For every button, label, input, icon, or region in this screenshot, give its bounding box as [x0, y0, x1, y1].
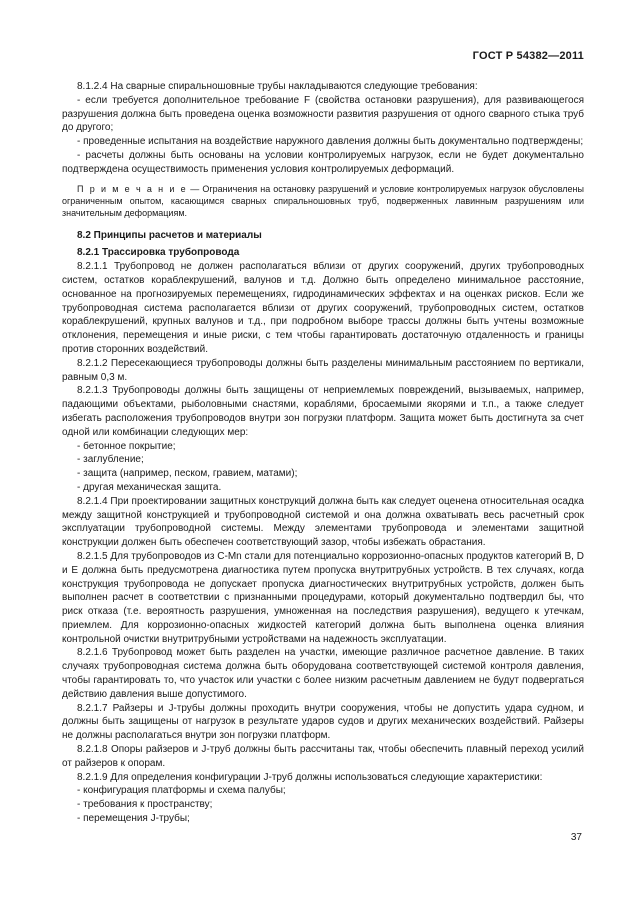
list-item: - конфигурация платформы и схема палубы; — [77, 785, 286, 797]
note-text: — Ограничения на остановку разрушений и условие контролируемых нагрузок обусловлены ограниченным опытом, касающимся сварных спиральношовных труб, подверженных лавинным разрушениям или значительным деформациям. — [62, 183, 584, 218]
paragraph-8-2-1-2: 8.2.1.2 Пересекающиеся трубопроводы должны быть разделены минимальным расстоянием по вертикали, равным 0,3 м. — [62, 357, 584, 383]
paragraph-8-2-1-4: 8.2.1.4 При проектировании защитных конструкций должна быть как следует оценена относительная осадка между защитной конструкцией и трубопроводной системой и она должна охватывать весь расчетный срок эксплуатации трубопроводной системы. Между элементами трубопровода и элементами защитной конструкции должен быть обеспечен соответствующий зазор, чтобы избежать обрастания. — [62, 495, 584, 549]
list-item: - если требуется дополнительное требование F (свойства остановки разрушения), для развивающегося разрушения должна быть проведена оценка возможности развития разрушения от одного сварного стыка труб до другого; — [62, 94, 584, 134]
paragraph-8-1-2-4: 8.1.2.4 На сварные спиральношовные трубы накладываются следующие требования: — [77, 81, 478, 92]
list-item: - расчеты должны быть основаны на условии контролируемых нагрузок, если не будет документально подтверждена осуществимость применения условия контролируемых деформаций. — [62, 149, 584, 175]
page-body — [62, 80, 584, 826]
paragraph-8-2-1-1: 8.2.1.1 Трубопровод не должен располагаться вблизи от других сооружений, других трубопроводных систем, остатков кораблекрушений, валунов и т.д. Должно быть определено минимальное расстояние, основанное на прогнозируемых перемещениях, гидродинамических эффектах и на оценках рисков. Если же трубопроводная система располагается вблизи от других сооружений, трубопроводных систем, остатков кораблекрушений, крупных валунов и т.д., при подробном выборе трассы должны быть учтены возможные отклонения, перемещения и иные риски, с тем чтобы гарантировать достаточную отдаленность и границы против сторонних воздействий. — [62, 261, 584, 355]
paragraph-8-2-1-6: 8.2.1.6 Трубопровод может быть разделен на участки, имеющие различное расчетное давление. В таких случаях трубопроводная система должна быть оборудована соответствующей системой контроля давления, чтобы гарантировать то, что участок или участки с более низким расчетным давлением не будут подвергаться действию давления выше допустимого. — [62, 647, 584, 700]
list-item: - проведенные испытания на воздействие наружного давления должны быть документально подтверждены; — [77, 136, 584, 148]
note-label: П р и м е ч а н и е — [77, 183, 188, 194]
paragraph-8-2-1-8: 8.2.1.8 Опоры райзеров и J-труб должны быть рассчитаны так, чтобы обеспечить плавный переход усилий от райзеров к опорам. — [62, 744, 584, 769]
page-number: 37 — [570, 832, 582, 843]
list-item: - требования к пространству; — [77, 799, 213, 811]
paragraph-8-2-1-3: 8.2.1.3 Трубопроводы должны быть защищены от неприемлемых повреждений, вызываемых, например, падающими объектами, рыболовными снастями, кораблями, бросаемыми якорями и т.п., а также следует избегать расположения трубопроводов внутри зон погрузки платформ. Защита может быть достигнута за счет одной или комбинации следующих мер: — [62, 385, 584, 438]
section-heading-8-2-1: 8.2.1 Трассировка трубопровода — [77, 247, 240, 259]
list-item: - другая механическая защита. — [77, 481, 222, 493]
section-heading-8-2: 8.2 Принципы расчетов и материалы — [77, 229, 262, 241]
list-item: - заглубление; — [77, 454, 144, 466]
list-item: - перемещения J-трубы; — [77, 813, 190, 825]
list-item: - защита (например, песком, гравием, матами); — [77, 468, 298, 480]
paragraph-8-2-1-5: 8.2.1.5 Для трубопроводов из С-Мn стали для потенциально коррозионно-опасных продуктов категорий В, D и Е должна быть предусмотрена диагностика путем пропуска внутритрубных устройств. В тех случаях, когда конструкция трубопровода не допускает пропуска диагностических внутритрубных устройств, должен быть выполнен расчет в соответствии с признанными процедурами, который документально подтвердил бы, что риск отказа (т.е. вероятность разрушения, умноженная на последствия разрушения), ведущего к утечкам, приемлем. Для коррозионно-опасных жидкостей категорий должна быть выполнена оценка влияния контрольной очистки внутритрубными устройствами на надежность эксплуатации. — [62, 550, 584, 645]
paragraph-8-2-1-9: 8.2.1.9 Для определения конфигурации J-труб должны использоваться следующие характеристики: — [77, 771, 543, 783]
paragraph-8-2-1-7: 8.2.1.7 Райзеры и J-трубы должны проходить внутри сооружения, чтобы не допустить удара судном, и должны быть защищены от нагрузок в результате ударов судов и других механических воздействий. Райзеры не должны располагаться внутри зон погрузки платформ. — [62, 702, 584, 742]
note — [62, 183, 584, 219]
list-item: - бетонное покрытие; — [77, 440, 176, 452]
document-code: ГОСТ Р 54382—2011 — [472, 50, 584, 62]
